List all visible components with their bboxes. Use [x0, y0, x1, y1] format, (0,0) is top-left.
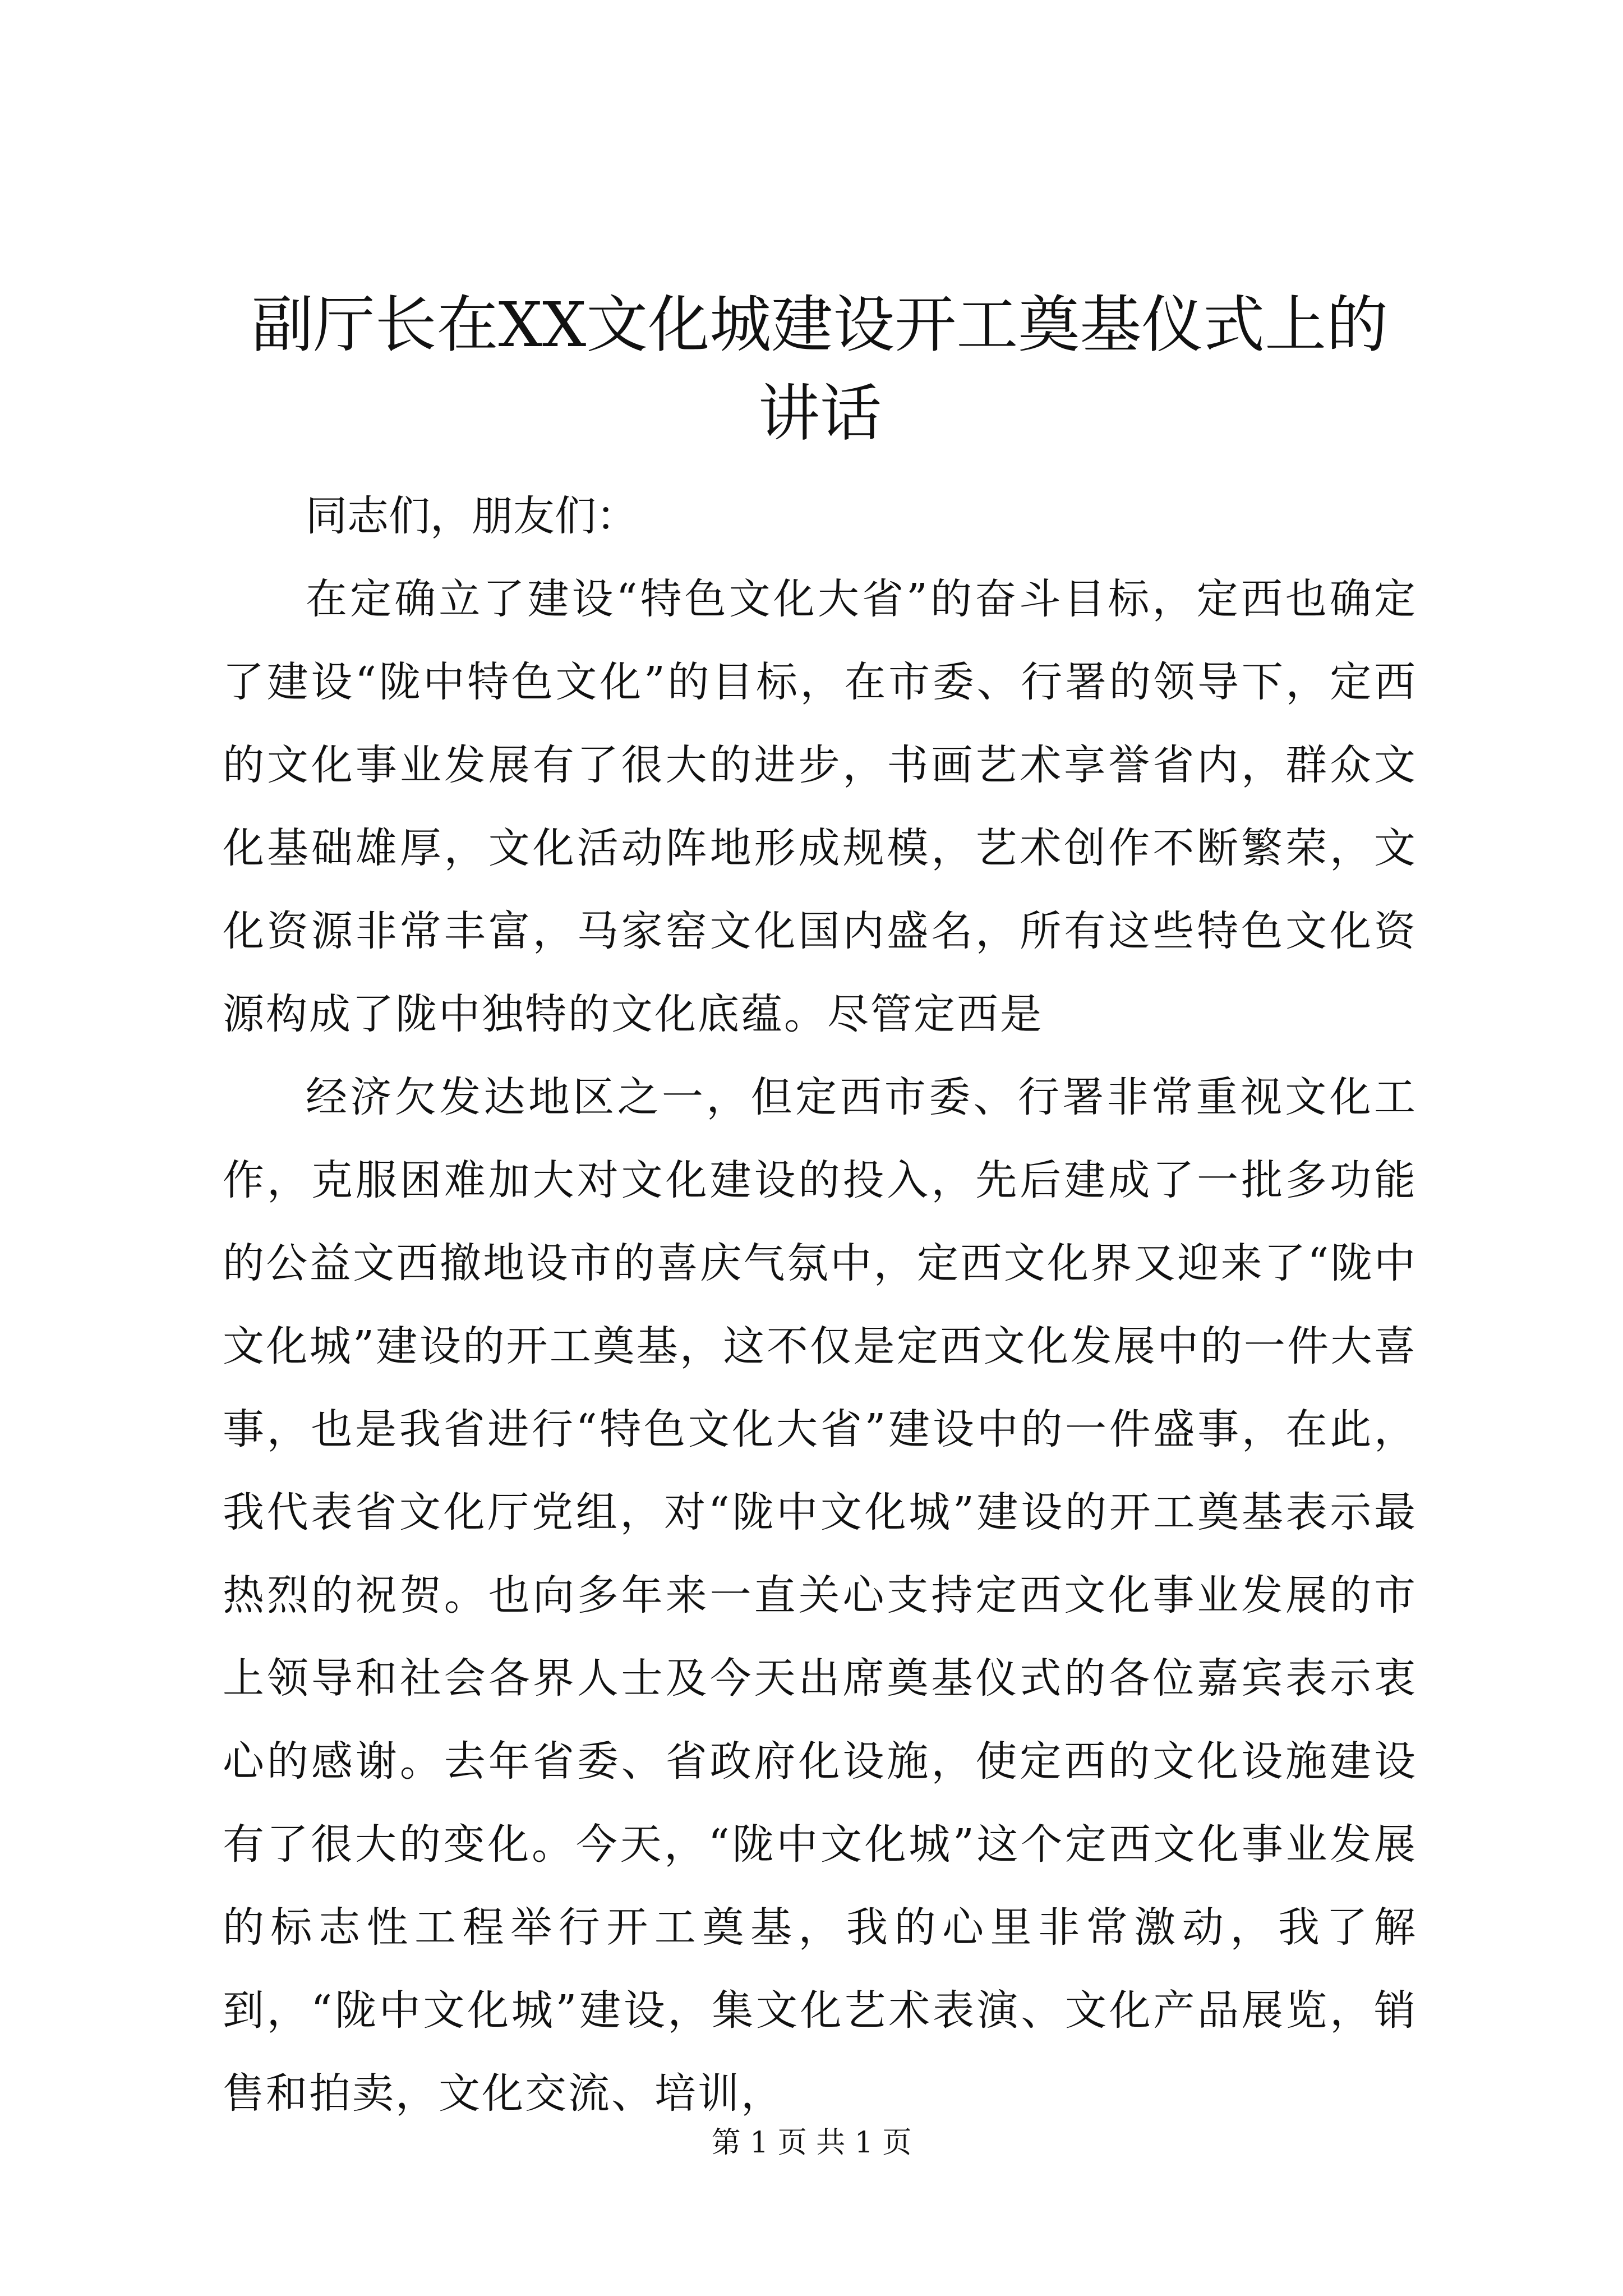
document-title: 副厅长在XX文化城建设开工奠基仪式上的讲话 [251, 289, 1389, 449]
page-number-footer: 第 1 页 共 1 页 [711, 2126, 912, 2160]
paragraph-2: 经济欠发达地区之一，但定西市委、行署非常重视文化工作，克服困难加大对文化建设的投入，先后建成了一批多功能的公益文西撤地设市的喜庆气氛中，定西文化界又迎来了“陇中文化城”建设的开工奠基，这不仅是定西文化发展中的一件大喜事，也是我省进行“特色文化大省”建设中的一件盛事，在此，我代表省文化厅党组，对“陇中文化城”建设的开工奠基表示最热烈的祝贺。也向多年来一直关心支持定西文化事业发展的市上领导和社会各界人士及今天出席奠基仪式的各位嘉宾表示衷心的感谢。去年省委、省政府化设施，使定西的文化设施建设有了很大的变化。今天，“陇中文化城”这个定西文化事业发展的标志性工程举行开工奠基，我的心里非常激动，我了解到，“陇中文化城”建设，集文化艺术表演、文化产品展览，销售和拍卖，文化交流、培训， [223, 1073, 1417, 2118]
greeting-line: 同志们，朋友们： [306, 492, 638, 540]
document-body [223, 280, 1417, 2135]
paragraph-1: 在定确立了建设“特色文化大省”的奋斗目标，定西也确定了建设“陇中特色文化”的目标，在市委、行署的领导下，定西的文化事业发展有了很大的进步，书画艺术享誉省内，群众文化基础雄厚，文化活动阵地形成规模，艺术创作不断繁荣，文化资源非常丰富，马家窑文化国内盛名，所有这些特色文化资源构成了陇中独特的文化底蕴。尽管定西是 [223, 575, 1417, 1038]
